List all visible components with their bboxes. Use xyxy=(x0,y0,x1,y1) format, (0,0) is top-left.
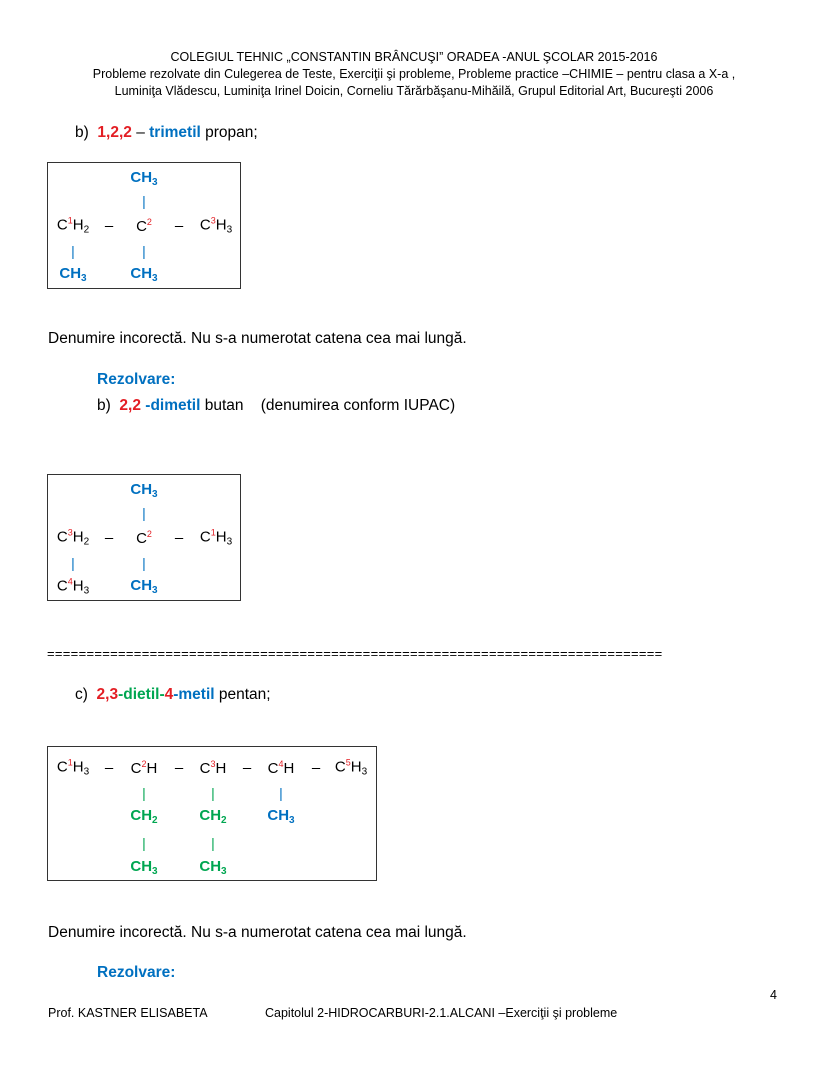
formula-group: $CH_3$ xyxy=(199,858,227,877)
bond-dash: – xyxy=(242,759,252,777)
page-number: 4 xyxy=(770,988,777,1002)
formula-group: $CH_3$ xyxy=(59,265,87,284)
structure-formula-box xyxy=(47,474,241,601)
subscript: 3 xyxy=(289,815,295,826)
solution-title: Rezolvare: xyxy=(97,964,176,981)
locants: 4 xyxy=(164,686,174,703)
bond-line: | xyxy=(142,193,146,209)
formula-group: $C^3H_3$ xyxy=(199,215,233,236)
subscript: 3 xyxy=(81,273,87,284)
separator: ============================================================================== xyxy=(47,646,663,661)
formula-group: $C^4H$ xyxy=(267,759,295,777)
formula-group: $CH_3$ xyxy=(130,169,158,188)
structure-formula-box xyxy=(47,162,241,289)
subscript: 3 xyxy=(226,224,233,236)
header-authors: Luminiţa Vlădescu, Luminiţa Irinel Doicin, Corneliu Tărărbăşanu-Mihăilă, Grupul Editorial Art, Bucureşti 2006 xyxy=(114,84,714,98)
formula-group: $C^3H$ xyxy=(199,759,227,777)
bond-dash: – xyxy=(174,529,184,547)
substituent: -dimetil xyxy=(140,397,201,414)
formula-group: $C^2$ xyxy=(136,529,152,547)
carbon-number: 2 xyxy=(141,759,147,769)
bond-line: | xyxy=(211,785,215,801)
item-b-name xyxy=(75,124,258,142)
header-school: COLEGIUL TEHNIC „CONSTANTIN BRÂNCUŞI” ORADEA -ANUL ŞCOLAR 2015-2016 xyxy=(170,50,658,64)
bond-dash: – xyxy=(174,217,184,235)
locants: 2,3 xyxy=(96,686,119,703)
substituent: -metil xyxy=(173,686,215,703)
formula-group: $C^1H_3$ xyxy=(56,757,90,778)
bond-dash: – xyxy=(104,529,114,547)
subscript: 2 xyxy=(83,224,90,236)
incorrect-note: Denumire incorectă. Nu s-a numerotat catena cea mai lungă. xyxy=(48,924,467,941)
iupac-note: (denumirea conform IUPAC) xyxy=(260,397,456,414)
carbon-number: 4 xyxy=(278,759,284,769)
bond-line: | xyxy=(71,555,75,571)
substituent: -dietil- xyxy=(118,686,165,703)
subscript: 3 xyxy=(152,489,158,500)
subscript: 3 xyxy=(226,536,233,548)
bond-line: | xyxy=(142,555,146,571)
bond-line: | xyxy=(211,835,215,851)
formula-group: $CH_2$ xyxy=(199,807,227,826)
carbon-number: 1 xyxy=(67,215,73,226)
formula-group: $C^4H_3$ xyxy=(56,576,90,597)
structure-formula-box xyxy=(47,746,377,881)
base-chain: propan; xyxy=(200,124,258,141)
formula-group: $CH_3$ xyxy=(130,858,158,877)
substituent: trimetil xyxy=(149,124,201,141)
carbon-number: 3 xyxy=(210,759,216,769)
formula-group: $CH_2$ xyxy=(130,807,158,826)
solution-title: Rezolvare: xyxy=(97,371,176,388)
formula-group: $CH_3$ xyxy=(130,481,158,500)
item-label: b) xyxy=(97,397,111,414)
formula-group: $C^2H$ xyxy=(130,759,158,777)
formula-group: $C^3H_2$ xyxy=(56,527,90,548)
carbon-number: 2 xyxy=(146,529,152,539)
carbon-number: 4 xyxy=(67,576,73,587)
subscript: 3 xyxy=(152,585,158,596)
item-label: c) xyxy=(75,686,88,703)
locants: 2,2 xyxy=(119,397,141,414)
formula-group: $C^5H_3$ xyxy=(334,757,368,778)
bond-dash: – xyxy=(311,759,321,777)
carbon-number: 1 xyxy=(67,757,73,768)
bond-line: | xyxy=(142,785,146,801)
carbon-number: 1 xyxy=(210,527,216,538)
carbon-number: 3 xyxy=(67,527,73,538)
item-label: b) xyxy=(75,124,89,141)
bond-dash: – xyxy=(174,759,184,777)
bond-dash: – xyxy=(104,759,114,777)
item-c-name xyxy=(75,686,271,704)
footer-author: Prof. KASTNER ELISABETA xyxy=(48,1006,208,1020)
formula-group: $CH_3$ xyxy=(267,807,295,826)
carbon-number: 5 xyxy=(345,757,351,768)
formula-group: $CH_3$ xyxy=(130,577,158,596)
subscript: 3 xyxy=(152,273,158,284)
incorrect-note: Denumire incorectă. Nu s-a numerotat catena cea mai lungă. xyxy=(48,330,467,347)
footer-chapter: Capitolul 2-HIDROCARBURI-2.1.ALCANI –Exerciţii şi probleme xyxy=(265,1006,618,1020)
base-chain: butan xyxy=(200,397,244,414)
bond-line: | xyxy=(142,835,146,851)
formula-group: $C^1H_3$ xyxy=(199,527,233,548)
bond-line: | xyxy=(142,243,146,259)
subscript: 3 xyxy=(83,766,90,778)
solution-name xyxy=(97,397,455,415)
bond-dash: – xyxy=(104,217,114,235)
formula-group: $CH_3$ xyxy=(130,265,158,284)
subscript: 3 xyxy=(152,866,158,877)
subscript: 3 xyxy=(221,866,227,877)
dash: – xyxy=(131,124,150,141)
subscript: 3 xyxy=(83,585,90,597)
subscript: 2 xyxy=(83,536,90,548)
bond-line: | xyxy=(71,243,75,259)
carbon-number: 2 xyxy=(146,217,152,227)
subscript: 3 xyxy=(152,177,158,188)
bond-line: | xyxy=(279,785,283,801)
formula-group: $C^2$ xyxy=(136,217,152,235)
base-chain: pentan; xyxy=(214,686,271,703)
subscript: 3 xyxy=(361,766,368,778)
subscript: 2 xyxy=(152,815,158,826)
locants: 1,2,2 xyxy=(97,124,132,141)
header-source: Probleme rezolvate din Culegerea de Teste, Exerciţii şi probleme, Probleme practice –CHIMIE – pentru clasa a X-a , xyxy=(92,67,736,81)
carbon-number: 3 xyxy=(210,215,216,226)
bond-line: | xyxy=(142,505,146,521)
formula-group: $C^1H_2$ xyxy=(56,215,90,236)
subscript: 2 xyxy=(221,815,227,826)
